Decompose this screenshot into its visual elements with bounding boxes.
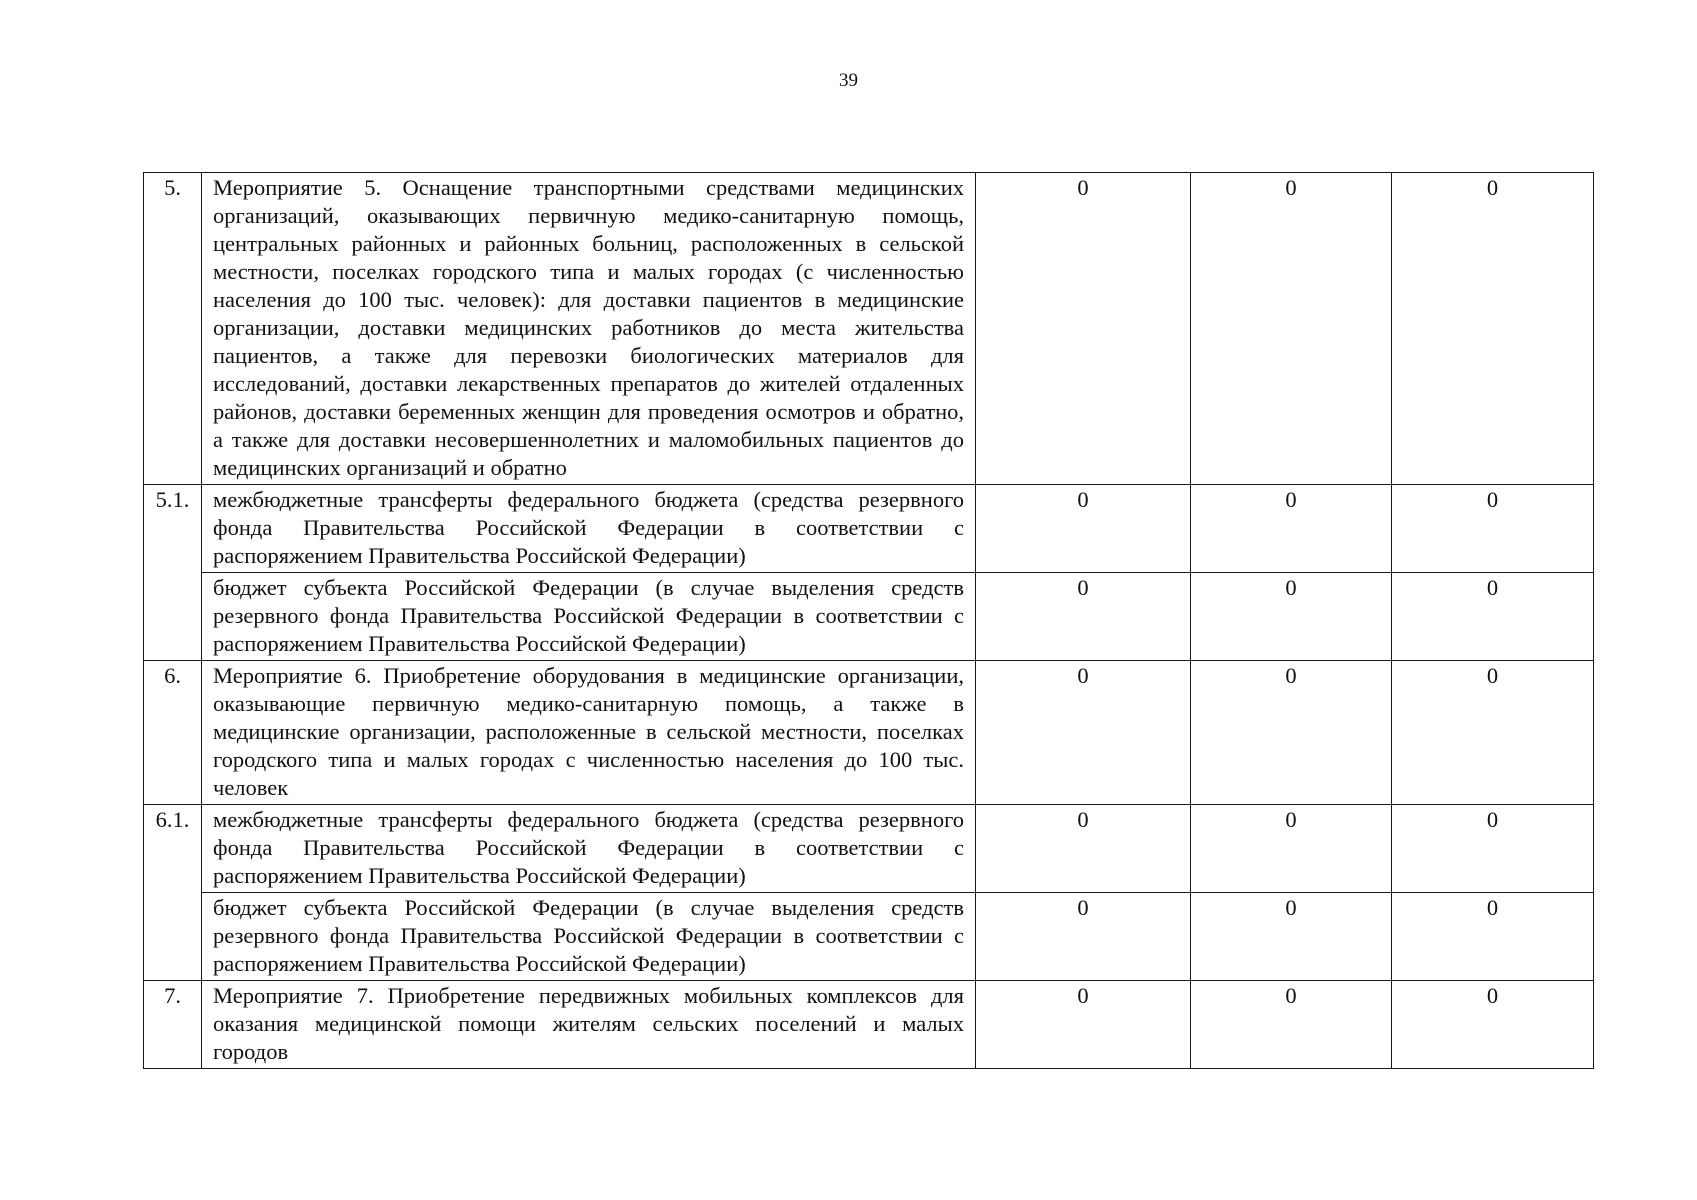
- row-value-1: 0: [976, 173, 1191, 485]
- row-number: 7.: [144, 981, 202, 1069]
- row-value-3: 0: [1392, 573, 1594, 661]
- row-value-1: 0: [976, 573, 1191, 661]
- row-value-2: 0: [1191, 805, 1392, 893]
- row-description: Мероприятие 5. Оснащение транспортными средствами медицинских организаций, оказывающих первичную медико-санитарную помощь, центральных районных и районных больниц, расположенных в сельской местности, поселках городского типа и малых городах (с численностью населения до 100 тыс. человек): для доставки пациентов в медицинские организации, доставки медицинских работников до места жительства пациентов, а также для перевозки биологических материалов для исследований, доставки лекарственных препаратов до жителей отдаленных районов, доставки беременных женщин для проведения осмотров и обратно, а также для доставки несовершеннолетних и маломобильных пациентов до медицинских организаций и обратно: [202, 173, 976, 485]
- row-value-1: 0: [976, 981, 1191, 1069]
- row-value-2: 0: [1191, 573, 1392, 661]
- table-row: [144, 805, 1594, 893]
- row-description: межбюджетные трансферты федерального бюджета (средства резервного фонда Правительства Российской Федерации в соответствии с распоряжением Правительства Российской Федерации): [202, 805, 976, 893]
- page-number: 39: [839, 70, 858, 91]
- row-description: бюджет субъекта Российской Федерации (в случае выделения средств резервного фонда Правительства Российской Федерации в соответствии с распоряжением Правительства Российской Федерации): [202, 573, 976, 661]
- row-value-1: 0: [976, 661, 1191, 805]
- row-value-2: 0: [1191, 485, 1392, 573]
- table-row: [144, 573, 1594, 661]
- row-description: Мероприятие 7. Приобретение передвижных мобильных комплексов для оказания медицинской помощи жителям сельских поселений и малых городов: [202, 981, 976, 1069]
- row-value-3: 0: [1392, 661, 1594, 805]
- row-value-3: 0: [1392, 173, 1594, 485]
- row-value-3: 0: [1392, 981, 1594, 1069]
- row-value-1: 0: [976, 485, 1191, 573]
- row-value-3: 0: [1392, 485, 1594, 573]
- table-row: [144, 893, 1594, 981]
- row-value-2: 0: [1191, 661, 1392, 805]
- row-number: 5.1.: [144, 485, 202, 661]
- row-description: бюджет субъекта Российской Федерации (в случае выделения средств резервного фонда Правительства Российской Федерации в соответствии с распоряжением Правительства Российской Федерации): [202, 893, 976, 981]
- row-value-1: 0: [976, 893, 1191, 981]
- row-number: 6.: [144, 661, 202, 805]
- row-value-2: 0: [1191, 893, 1392, 981]
- row-number: 6.1.: [144, 805, 202, 981]
- row-value-3: 0: [1392, 805, 1594, 893]
- table-row: [144, 981, 1594, 1069]
- row-description: межбюджетные трансферты федерального бюджета (средства резервного фонда Правительства Российской Федерации в соответствии с распоряжением Правительства Российской Федерации): [202, 485, 976, 573]
- row-value-2: 0: [1191, 981, 1392, 1069]
- measures-table: [143, 172, 1594, 1069]
- table-row: [144, 485, 1594, 573]
- row-value-1: 0: [976, 805, 1191, 893]
- table-row: [144, 661, 1594, 805]
- row-value-2: 0: [1191, 173, 1392, 485]
- row-number: 5.: [144, 173, 202, 485]
- table-row: [144, 173, 1594, 485]
- row-value-3: 0: [1392, 893, 1594, 981]
- row-description: Мероприятие 6. Приобретение оборудования в медицинские организации, оказывающие первичную медико-санитарную помощь, а также в медицинские организации, расположенные в сельской местности, поселках городского типа и малых городах с численностью населения до 100 тыс. человек: [202, 661, 976, 805]
